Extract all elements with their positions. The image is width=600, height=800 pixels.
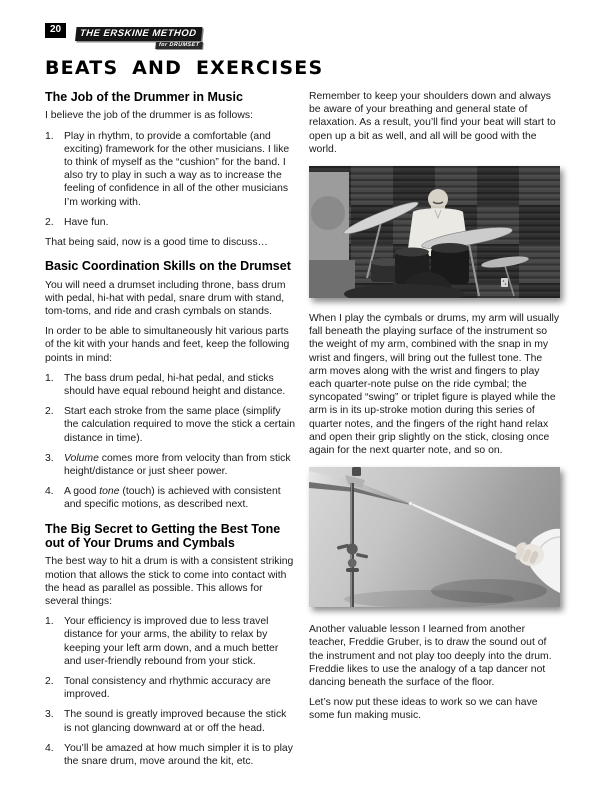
list-number: 2. — [45, 216, 54, 228]
list-item — [45, 372, 296, 398]
list-item — [45, 216, 296, 229]
paragraph: Remember to keep your shoulders down and always be aware of your breathing and general state of relaxation. As a result, you’ll find your beat will start to open up a bit as well, and all will be good with the world. — [309, 91, 556, 155]
paragraph: In order to be able to simultaneously hit various parts of the kit with your hands and feet, keep the following points in mind: — [45, 326, 290, 364]
drummer-photo-illustration — [309, 166, 560, 298]
list-item — [45, 405, 296, 445]
paragraph: Another valuable lesson I learned from another teacher, Freddie Gruber, is to draw the sound out of the instrument and not play too deeply into the drum. Freddie likes to use the analogy of a tap dancer not dancing beneath the surface of the floor. — [309, 624, 552, 689]
list-text: Volume comes more from velocity than from stick height/distance or just sheer power. — [64, 452, 291, 478]
list-item — [45, 742, 296, 768]
list-number: 4. — [45, 742, 54, 754]
list-text: Start each stroke from the same place (simplify the calculation required to move the stick a certain distance in time). — [64, 406, 296, 444]
paragraph: Let’s now put these ideas to work so we can have some fun making music. — [309, 697, 538, 722]
erskine-method-logo — [75, 23, 203, 48]
list-text: Have fun. — [64, 216, 109, 228]
list-text: The bass drum pedal, hi-hat pedal, and sticks should have equal rebound height and distance. — [64, 372, 286, 397]
list-item — [45, 130, 296, 209]
list-text: You’ll be amazed at how much simpler it is to play the snare drum, move around the kit, etc. — [64, 742, 293, 768]
section-heading-job-of-drummer: The Job of the Drummer in Music — [45, 90, 243, 104]
list-number: 1. — [45, 616, 54, 628]
list-number: 1. — [45, 130, 54, 142]
list-text: The sound is greatly improved because the stick is not glancing downward at or off the head. — [64, 709, 287, 734]
two-column-layout — [45, 90, 560, 775]
page-title: BEATS AND EXERCISES — [45, 57, 324, 79]
page-header — [45, 23, 560, 47]
list-number: 4. — [45, 486, 54, 498]
list-item — [45, 708, 296, 734]
list-number: 2. — [45, 676, 54, 687]
paragraph: When I play the cymbals or drums, my arm will usually fall beneath the playing surface of the instrument so the weight of my arm, combined with the snap in my wrist and fingers, will bring out the fullest tone. The arm moves along with the wrist and fingers to play each quarter-note pulse on the ride cymbal; the syncopated “swing” or triplet figure is played while the arm is in its up-stroke motion during this series of quarter notes, and the fingers of the right hand relax and open their grip slightly on the stick, closing once again for the next quarter note, and so on. — [309, 313, 560, 457]
list-item — [45, 675, 296, 701]
list-text: Play in rhythm, to provide a comfortable (and exciting) framework for the other musicians. I like to think of myself as the “cushion” for the band. I also try to play in such a way as to increase the feeling of confidence in all of the other musicians I’m working with. — [64, 130, 290, 208]
list-text: Your efficiency is improved due to less travel distance for your arms, the ability to relax by keeping your left arm down, and a much better and user-friendly rebound from your stick. — [64, 616, 279, 667]
list-number: 3. — [45, 709, 54, 721]
list-item — [45, 452, 296, 478]
paragraph: That being said, now is a good time to discuss… — [45, 237, 268, 248]
cymbal-photo-illustration — [309, 467, 560, 607]
logo-subtitle: for DRUMSET — [156, 42, 203, 50]
list-number: 2. — [45, 406, 54, 418]
paragraph: You will need a drumset including throne, bass drum with pedal, hi-hat with pedal, snare drum with stand, tom-toms, and ride and crash cymbals on stands. — [45, 279, 286, 317]
page-number: 20 — [45, 23, 66, 38]
list-item — [45, 615, 296, 668]
left-column — [45, 90, 296, 775]
list-number: 3. — [45, 452, 54, 464]
list-number: 1. — [45, 372, 54, 384]
section-heading-basic-coordination: Basic Coordination Skills on the Drumset — [45, 259, 291, 274]
logo-title: THE ERSKINE METHOD — [75, 27, 202, 41]
section-heading-big-secret: The Big Secret to Getting the Best Tone out of Your Drums and Cymbals — [45, 521, 281, 550]
list-item — [45, 485, 296, 511]
cymbal-stick-photo — [309, 467, 560, 607]
paragraph: The best way to hit a drum is with a consistent striking motion that allows the stick to come into contact with the head as parallel as possible. This allows for several things: — [45, 556, 294, 607]
list-text: Tonal consistency and rhythmic accuracy are improved. — [64, 676, 271, 701]
paragraph: I believe the job of the drummer is as follows: — [45, 110, 253, 122]
right-column — [309, 90, 560, 775]
drummer-studio-photo — [309, 166, 560, 298]
list-text: A good tone (touch) is achieved with consistent and specific motions, as described next. — [64, 486, 281, 511]
